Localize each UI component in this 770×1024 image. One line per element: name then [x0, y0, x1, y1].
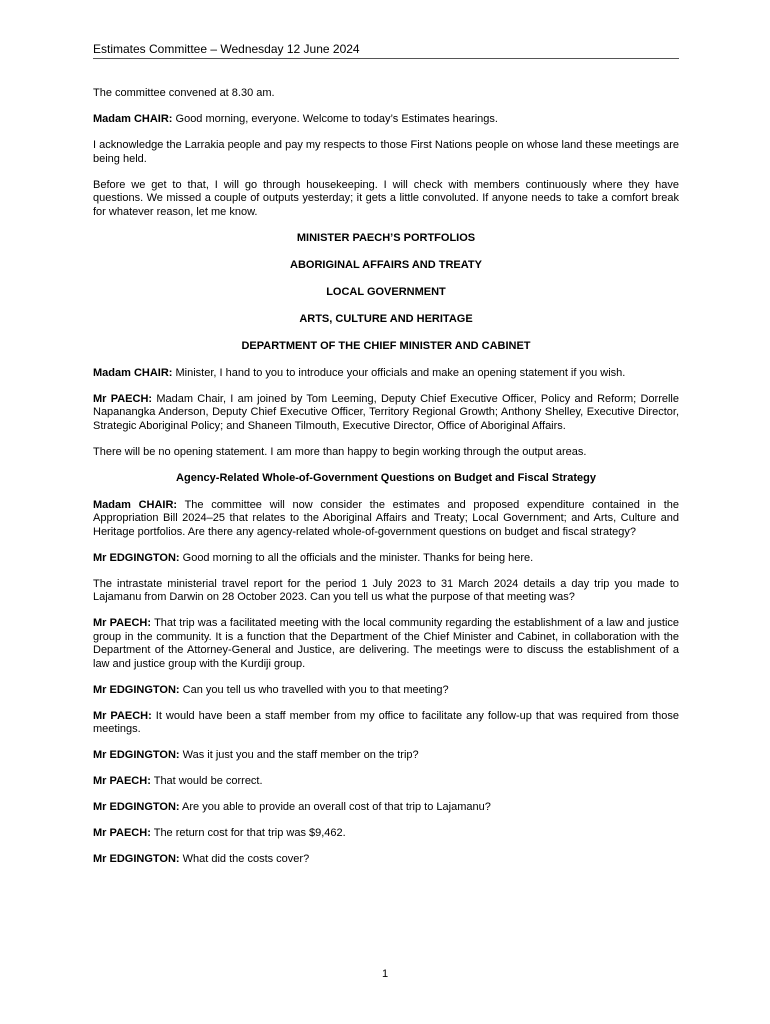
speech-paragraph	[93, 367, 679, 381]
speech-text: The committee will now consider the estimates and proposed expenditure contained in the Appropriation Bill 2024–25 that relates to the Aboriginal Affairs and Treaty; Local Government; and Arts, Culture and Heritage portfolios. Are there any agency-related whole-of-government questions on budget and fiscal strategy?	[93, 498, 680, 538]
text-paragraph: The intrastate ministerial travel report for the period 1 July 2023 to 31 March 2024 details a day trip you made to Lajamanu from Darwin on 28 October 2023. Can you tell us what the purpose of that meeting was?	[93, 577, 679, 603]
speech-paragraph	[93, 801, 679, 815]
text-paragraph: I acknowledge the Larrakia people and pay my respects to those First Nations people on whose land these meetings are being held.	[93, 139, 679, 165]
speech-text: Good morning, everyone. Welcome to today’s Estimates hearings.	[175, 113, 498, 125]
speaker-name: Mr PAECH:	[93, 775, 151, 787]
section-heading: Agency-Related Whole-of-Government Questions on Budget and Fiscal Strategy	[176, 471, 596, 484]
section-heading: ABORIGINAL AFFAIRS AND TREATY	[290, 258, 482, 271]
speech-paragraph	[93, 499, 679, 540]
speech-text: What did the costs cover?	[182, 853, 310, 865]
speech-text: Good morning to all the officials and the minister. Thanks for being here.	[182, 551, 534, 564]
speaker-name: Madam CHAIR:	[93, 113, 173, 125]
speech-text: Madam Chair, I am joined by Tom Leeming, Deputy Chief Executive Officer, Policy and Reform; Dorrelle Napanangka Anderson, Deputy Chief Executive Officer, Territory Regional Growth; Anthony Shelley, Executive Director, Strategic Aboriginal Policy; and Shaneen Tilmouth, Executive Director, Office of Aboriginal Affairs.	[93, 392, 679, 432]
speech-paragraph	[93, 113, 679, 127]
speech-text: Can you tell us who travelled with you to that meeting?	[182, 683, 449, 696]
speaker-name: Madam CHAIR:	[93, 366, 173, 379]
section-heading: MINISTER PAECH’S PORTFOLIOS	[296, 231, 476, 244]
text-paragraph: The committee convened at 8.30 am.	[93, 87, 275, 99]
speaker-name: Mr PAECH:	[93, 827, 151, 839]
section-heading: LOCAL GOVERNMENT	[326, 285, 446, 298]
text-paragraph: There will be no opening statement. I am more than happy to begin working through the output areas.	[93, 445, 587, 458]
speech-text: The return cost for that trip was $9,462.	[153, 827, 346, 839]
speech-text: Minister, I hand to you to introduce your officials and make an opening statement if you wish.	[175, 366, 626, 379]
speech-text: Was it just you and the staff member on the trip?	[182, 749, 419, 761]
speech-paragraph	[93, 749, 679, 763]
speech-paragraph	[93, 552, 679, 566]
speech-text: It would have been a staff member from my office to facilitate any follow-up that was required from those meetings.	[93, 709, 680, 735]
speech-paragraph	[93, 617, 679, 671]
section-heading: DEPARTMENT OF THE CHIEF MINISTER AND CABINET	[241, 339, 531, 352]
speech-text: That would be correct.	[153, 775, 263, 787]
speech-text: Are you able to provide an overall cost of that trip to Lajamanu?	[182, 801, 491, 813]
speaker-name: Mr EDGINGTON:	[93, 551, 180, 564]
speaker-name: Mr EDGINGTON:	[93, 853, 180, 865]
speaker-name: Madam CHAIR:	[93, 498, 178, 511]
speaker-name: Mr PAECH:	[93, 709, 152, 722]
speaker-name: Mr EDGINGTON:	[93, 801, 180, 813]
speech-text: That trip was a facilitated meeting with the local community regarding the establishment of a law and justice group in the community. It is a function that the Department of the Chief Minister and Cabinet, in collaboration with the Department of the Attorney-General and Justice, are delivering. The meetings were to discuss the establishment of a law and justice group with the Kurdiji group.	[93, 617, 680, 670]
speaker-name: Mr PAECH:	[93, 392, 153, 405]
page-header: Estimates Committee – Wednesday 12 June 2024	[93, 42, 679, 59]
speech-paragraph	[93, 393, 679, 434]
text-paragraph: Before we get to that, I will go through housekeeping. I will check with members continuously where they have questions. We missed a couple of outputs yesterday; it gets a little convoluted. If anyone needs to take a comfort break for whatever reason, let me know.	[93, 178, 679, 218]
speaker-name: Mr EDGINGTON:	[93, 683, 180, 696]
speech-paragraph	[93, 684, 679, 698]
speaker-name: Mr EDGINGTON:	[93, 749, 180, 761]
speech-paragraph	[93, 853, 679, 867]
speech-paragraph	[93, 710, 679, 737]
section-heading: ARTS, CULTURE AND HERITAGE	[299, 312, 473, 325]
speaker-name: Mr PAECH:	[93, 617, 152, 629]
speech-paragraph	[93, 827, 679, 841]
document-body	[93, 87, 679, 879]
page-number: 1	[381, 968, 389, 980]
speech-paragraph	[93, 775, 679, 789]
